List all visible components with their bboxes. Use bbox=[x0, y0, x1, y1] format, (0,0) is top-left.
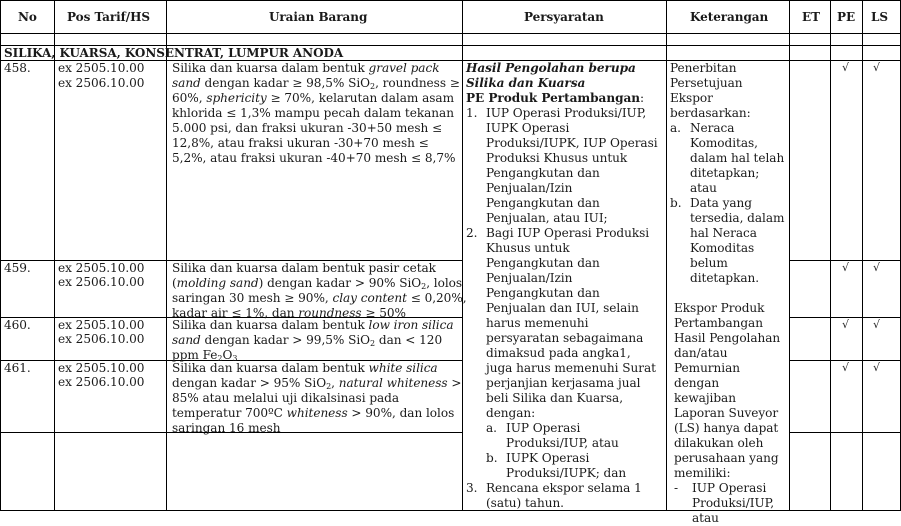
row-no: 461. bbox=[4, 361, 31, 375]
item-description: Silika dan kuarsa dalam bentuk low iron silica sand dengan kadar > 99,5% SiO$_2$ dan < 120 ppm $Fe_2O_3$ bbox=[172, 318, 454, 363]
ls-check-mark: √ bbox=[873, 261, 881, 274]
item-description: Silika dan kuarsa dalam bentuk pasir cetak (molding sand) dengan kadar > 90% SiO$_2$, lolos saringan 30 mesh ≥ 90%, clay content ≤ 0,20%, kadar air ≤ 1%, dan roundness ≥ 50% bbox=[172, 261, 467, 320]
grid-line bbox=[666, 0, 667, 511]
hs-code: ex 2505.10.00 bbox=[58, 361, 145, 375]
hs-code: ex 2506.10.00 bbox=[58, 375, 145, 389]
grid-line bbox=[789, 0, 790, 511]
header-keterangan: Keterangan bbox=[690, 10, 769, 24]
pe-check-mark: √ bbox=[842, 361, 850, 374]
hs-code: ex 2506.10.00 bbox=[58, 332, 145, 346]
ls-check-mark: √ bbox=[873, 318, 881, 331]
header-persyaratan: Persyaratan bbox=[524, 10, 604, 24]
grid-line bbox=[54, 0, 55, 511]
grid-line bbox=[166, 0, 167, 511]
hs-code: ex 2505.10.00 bbox=[58, 318, 145, 332]
row-no: 458. bbox=[4, 61, 31, 75]
pe-check-mark: √ bbox=[842, 261, 850, 274]
grid-line bbox=[0, 0, 1, 511]
item-description: Silika dan kuarsa dalam bentuk white silica dengan kadar > 95% SiO$_2$, natural whiteness > 85% atau melalui uji dikalsinasi pada temperatur 700ºC whiteness > 90%, dan lolos saringan 16 mesh bbox=[172, 361, 462, 435]
persyaratan-block: Hasil Pengolahan berupa Silika dan Kuarsa PE Produk Pertambangan: 1. IUP Operasi Produksi/IUP, IUPK Operasi Produksi/IUPK, IUP Operasi Produksi Khusus untuk Pengangkutan dan Penjualan/Izin Pengangkutan dan Penjualan, atau IUI; 2. Bagi IUP Operasi Produksi Khusus untuk Pengangkutan dan Penjualan/Izin Pengangkutan dan Penjualan dan IUI, selain harus memenuhi persyaratan sebagaimana dimaksud pada angka1, juga harus memenuhi Surat perjanjian kerjasama jual beli Silika dan Kuarsa, dengan: a. IUP Operasi Produksi/IUP, atau b. IUPK Operasi Produksi/IUPK; dan 3. Rencana ekspor selama 1 (satu) tahun. bbox=[466, 61, 658, 510]
grid-line bbox=[789, 432, 901, 433]
header-pos-tarif: Pos Tarif/HS bbox=[67, 10, 151, 24]
grid-line bbox=[0, 33, 901, 34]
header-et: ET bbox=[802, 10, 820, 24]
hs-code: ex 2505.10.00 bbox=[58, 61, 145, 75]
header-ls: LS bbox=[871, 10, 889, 24]
hs-code: ex 2506.10.00 bbox=[58, 275, 145, 289]
header-uraian-barang: Uraian Barang bbox=[269, 10, 368, 24]
pe-check-mark: √ bbox=[842, 61, 850, 74]
header-pe: PE bbox=[837, 10, 856, 24]
ls-check-mark: √ bbox=[873, 361, 881, 374]
grid-line bbox=[462, 0, 463, 511]
header-no: No bbox=[18, 10, 37, 24]
hs-code: ex 2506.10.00 bbox=[58, 76, 145, 90]
keterangan-block: Penerbitan Persetujuan Ekspor berdasarkan: a. Neraca Komoditas, dalam hal telah ditetapkan; atau b. Data yang tersedia, dalam hal Neraca Komoditas belum ditetapkan. Ekspor Produk Pertambangan Hasil Pengolahan dan/atau Pemurnian dengan kewajiban Laporan Suveyor (LS) hanya dapat dilakukan oleh perusahaan yang memiliki: - IUP Operasi Produksi/IUP, atau bbox=[670, 61, 785, 525]
ls-check-mark: √ bbox=[873, 61, 881, 74]
grid-line bbox=[0, 0, 901, 1]
section-title: SILIKA, KUARSA, KONSENTRAT, LUMPUR ANODA bbox=[4, 46, 344, 60]
hs-code: ex 2505.10.00 bbox=[58, 261, 145, 275]
pe-check-mark: √ bbox=[842, 318, 850, 331]
grid-line bbox=[862, 0, 863, 511]
row-no: 459. bbox=[4, 261, 31, 275]
item-description: Silika dan kuarsa dalam bentuk gravel pack sand dengan kadar ≥ 98,5% SiO$_2$, roundness ≥ 60%, sphericity ≥ 70%, kelarutan dalam asam khlorida ≤ 1,3% mampu pecah dalam tekanan 5.000 psi, dan fraksi ukuran -30+50 mesh ≤ 12,8%, atau fraksi ukuran -30+70 mesh ≤ 5,2%, atau fraksi ukuran -40+70 mesh ≤ 8,7% bbox=[172, 61, 460, 165]
grid-line bbox=[830, 0, 831, 511]
row-no: 460. bbox=[4, 318, 31, 332]
